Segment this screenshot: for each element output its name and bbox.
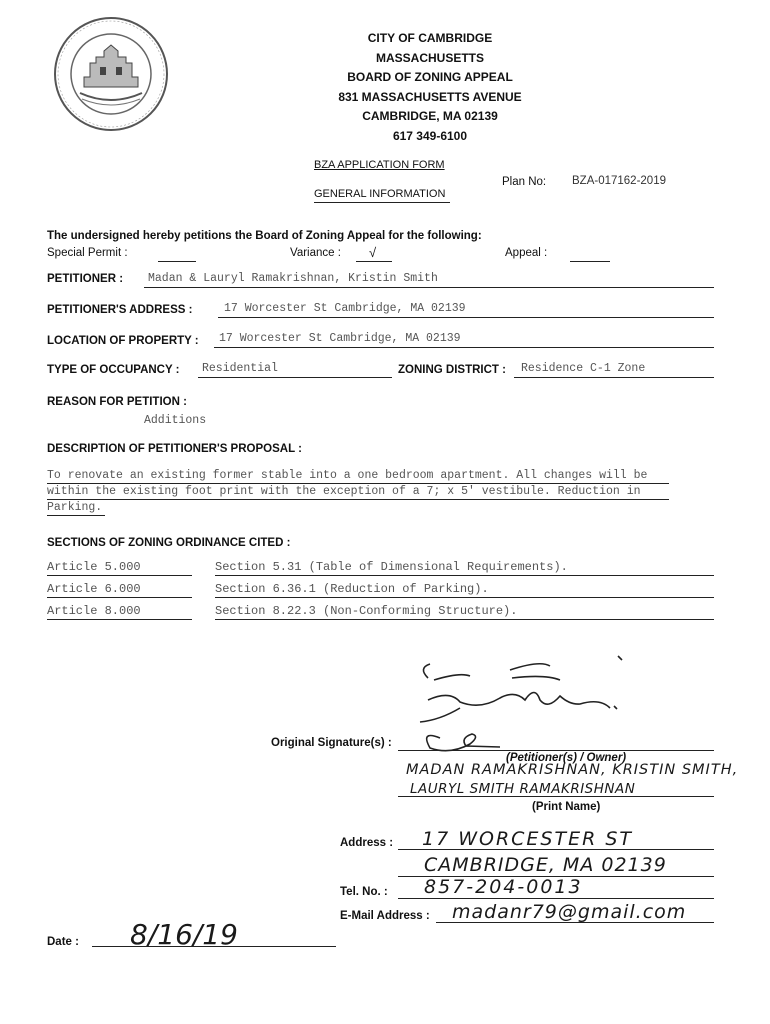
description-line-1[interactable]: To renovate an existing former stable into a one bedroom apartment. All changes will be [47, 469, 648, 482]
print-name-line-1[interactable]: MADAN RAMAKRISHNAN, KRISTIN SMITH, [406, 762, 739, 778]
address-label: Address : [340, 837, 394, 849]
occupancy-label: TYPE OF OCCUPANCY : [47, 364, 180, 376]
variance-blank[interactable] [356, 261, 392, 262]
city-seal-icon [52, 15, 170, 133]
signature-label: Original Signature(s) : [271, 737, 392, 749]
header-street: 831 MASSACHUSETTS AVENUE [338, 89, 522, 104]
email-value[interactable]: madanr79@gmail.com [452, 901, 687, 923]
sections-label: SECTIONS OF ZONING ORDINANCE CITED : [47, 537, 291, 549]
special-permit-blank[interactable] [158, 261, 196, 262]
date-value[interactable]: 8/16/19 [130, 918, 238, 951]
reason-value[interactable]: Additions [144, 414, 207, 427]
zoning-district-label: ZONING DISTRICT : [398, 364, 506, 376]
ordinance-article[interactable]: Article 6.000 [47, 582, 141, 596]
petitioner-address-value[interactable]: 17 Worcester St Cambridge, MA 02139 [224, 302, 466, 315]
telephone-value[interactable]: 857-204-0013 [424, 876, 583, 898]
plan-number-value: BZA-017162-2019 [572, 175, 666, 187]
ordinance-article[interactable]: Article 8.000 [47, 604, 141, 618]
zoning-district-value[interactable]: Residence C-1 Zone [521, 362, 646, 375]
petitioner-address-label: PETITIONER'S ADDRESS : [47, 304, 193, 316]
petition-intro: The undersigned hereby petitions the Board of Zoning Appeal for the following: [47, 230, 482, 242]
petitioner-label: PETITIONER : [47, 273, 124, 285]
signature-role-caption: (Petitioner(s) / Owner) [506, 752, 627, 764]
ordinance-section[interactable]: Section 6.36.1 (Reduction of Parking). [215, 582, 489, 596]
petitioner-value[interactable]: Madan & Lauryl Ramakrishnan, Kristin Smith [148, 272, 438, 285]
variance-label: Variance : [290, 247, 341, 259]
occupancy-value[interactable]: Residential [202, 362, 278, 375]
special-permit-label: Special Permit : [47, 247, 128, 259]
ordinance-section[interactable]: Section 8.22.3 (Non-Conforming Structure). [215, 604, 518, 618]
email-label: E-Mail Address : [340, 910, 430, 922]
location-label: LOCATION OF PROPERTY : [47, 335, 199, 347]
address-line-1[interactable]: 17 WORCESTER ST [422, 828, 634, 850]
header-city: CITY OF CAMBRIDGE [367, 31, 493, 45]
location-value[interactable]: 17 Worcester St Cambridge, MA 02139 [219, 332, 461, 345]
description-line-2[interactable]: within the existing foot print with the exception of a 7; x 5' vestibule. Reduction in [47, 485, 641, 498]
header-city-zip: CAMBRIDGE, MA 02139 [362, 109, 498, 123]
description-line-3[interactable]: Parking. [47, 501, 103, 514]
description-label: DESCRIPTION OF PETITIONER'S PROPOSAL : [47, 443, 302, 455]
telephone-label: Tel. No. : [340, 886, 388, 898]
ordinance-article[interactable]: Article 5.000 [47, 560, 141, 574]
header-phone: 617 349-6100 [392, 128, 468, 143]
plan-number-label: Plan No: [502, 176, 547, 188]
print-name-caption: (Print Name) [532, 801, 601, 813]
reason-label: REASON FOR PETITION : [47, 396, 187, 408]
variance-check-mark: √ [369, 245, 377, 260]
form-subtitle: GENERAL INFORMATION [314, 188, 446, 200]
header-board: BOARD OF ZONING APPEAL [347, 70, 513, 84]
header-state: MASSACHUSETTS [375, 50, 484, 65]
ordinance-section[interactable]: Section 5.31 (Table of Dimensional Requirements). [215, 560, 568, 574]
date-label: Date : [47, 936, 79, 948]
address-line-2[interactable]: CAMBRIDGE, MA 02139 [424, 854, 667, 876]
form-title: BZA APPLICATION FORM [314, 159, 445, 171]
appeal-label: Appeal : [505, 247, 548, 259]
print-name-line-2[interactable]: LAURYL SMITH RAMAKRISHNAN [410, 781, 636, 797]
agency-header [300, 29, 560, 146]
appeal-blank[interactable] [570, 261, 610, 262]
petitioner-signature-icon [400, 650, 660, 760]
